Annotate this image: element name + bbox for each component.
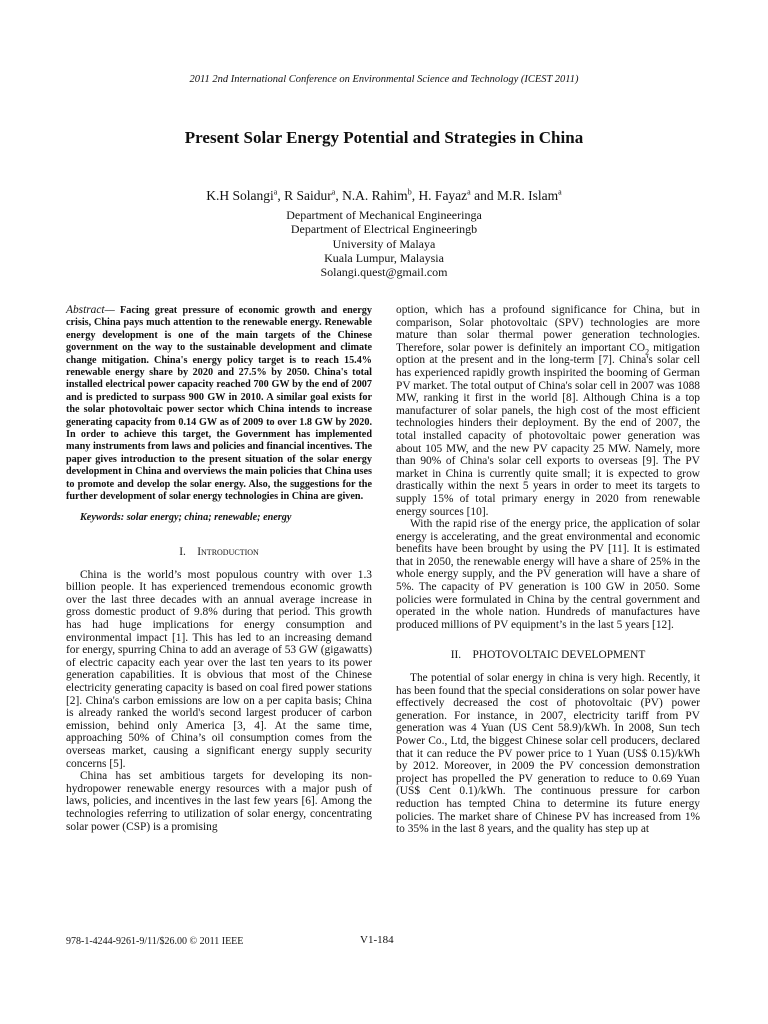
author-list: [0, 188, 768, 204]
conference-header: 2011 2nd International Conference on Environmental Science and Technology (ICEST 2011): [189, 74, 579, 85]
author: K.H Solangi$^a$,: [206, 187, 285, 203]
affiliation-line: Department of Electrical Engineeringb: [290, 222, 478, 237]
affiliations: [0, 208, 768, 279]
section-heading-photovoltaic: II. PHOTOVOLTAIC DEVELOPMENT: [450, 649, 646, 662]
author-email: Solangi.quest@gmail.com: [320, 265, 448, 280]
abstract-text: Facing great pressure of economic growth and energy crisis, China pays much attention to the renewable energy. Renewable energy development is one of the main targets of the Chinese government on the way to the sustainable development and climate change mitigation. China's energy policy target is to reach 15.4% renewable energy share by 2020 and 27.5% by 2050. China's total installed electrical power capacity reached 700 GW by the end of 2007 and is predicted to surpass 900 GW in 2010. A similar goal exists for the solar photovoltaic power sector which China intends to increase generating capacity from 0.14 GW as of 2009 to over 1.8 GW by 2020. In order to achieve this target, the Government has implemented many instruments from laws and policies and financial incentives. The paper gives introduction to the present situation of the solar energy development in China and overviews the main policies that China uses to promote and develop the solar energy. Also, the suggestions for the further development of solar energy technologies in China are given.: [66, 305, 372, 503]
affiliation-line: University of Malaya: [332, 236, 436, 251]
author: N.A. Rahim$^b$,: [342, 187, 419, 203]
affiliation-line: Department of Mechanical Engineeringa: [286, 208, 482, 222]
affiliation-line: Kuala Lumpur, Malaysia: [324, 250, 444, 265]
author: R Saidur$^a$,: [284, 187, 343, 203]
left-column: [66, 304, 372, 833]
page-number: V1-184: [360, 934, 394, 946]
author: M.R. Islam$^a$: [496, 187, 562, 203]
keywords: Keywords: solar energy; china; renewable; energy: [80, 511, 292, 523]
paragraph: With the rapid rise of the energy price, the application of solar energy is accelerating, and the great environmental and economic benefits have been brought by using the PV [11]. It is estimated that in 2050, the renewable energy will have a share of 25% in the whole energy supply, and the PV generation will have a share of 5%. The capacity of PV generation is 100 GW in 2050. Some policies were formulated in China by the central government and operated in the whole nation. Hundreds of manufactures have produced millions of PV equipment’s in the last 5 years [12].: [396, 518, 700, 631]
author: H. Fayaz$^a$ and: [418, 187, 497, 203]
right-column: [396, 304, 700, 836]
abstract: [66, 304, 372, 504]
abstract-label: Abstract—: [66, 304, 115, 316]
paper-title: Present Solar Energy Potential and Strategies in China: [184, 128, 584, 147]
footer-isbn: 978-1-4244-9261-9/11/$26.00 © 2011 IEEE: [66, 936, 244, 947]
section-heading-introduction: I. Introduction: [179, 546, 259, 559]
paragraph: The potential of solar energy in china is very high. Recently, it has been found that the special considerations on solar power have effectively decreased the cost of photovoltaic (PV) power generation. For instance, in 2007, electricity tariff from PV generation was 4 Yuan (US Cent 58.9)/kWh. In 2008, Sun tech Power Co., Ltd, the biggest Chinese solar cell producers, declared that it can reduce the PV power price to 1 Yuan (US$ 0.15)/kWh by 2012. Moreover, in 2009 the PV concession demonstration project has propelled the PV generation to reduce to 0.69 Yuan (US$ Cent 0.1)/kWh. The continuous pressure for carbon reduction has tempted China to determine its future energy policies. The market share of Chinese PV has increased from 1% to 35% in the last 8 years, and the quality has step up at: [396, 672, 700, 836]
paragraph: option, which has a profound significance for China, but in comparison, Solar photovoltaic (SPV) technologies are more mature than solar thermal power generation technologies. Therefore, solar power is definitely an important $CO_2$ mitigation option at the present and in the long-term [7]. China's solar cell has experienced rapidly growth inspirited the booming of German PV market. The total output of China's solar cell in 2007 was 1088 MW, ranking it first in the world [8]. Although China is a top manufacturer of solar panels, the high cost of the most efficient technologies hinders their deployment. By the end of 2007, the total installed capacity of photovoltaic power generation was about 105 MW, and the new PV capacity 25 MW. Namely, more than 90% of China's solar cell exports to overseas [9]. The PV market in China is currently quite small; it is expected to grow drastically within the next 5 years in order to meet its targets to supply 15% of total primary energy in 2020 from renewable energy sources [10].: [396, 304, 700, 518]
paragraph: China is the world’s most populous country with over 1.3 billion people. It has experienced tremendous economic growth over the last three decades with an annual average increase in gross domestic product of 9.8% during that period. This growth has had huge implications for energy consumption and environmental impact [1]. This has led to an increasing demand for energy, spurring China to add an average of 53 GW (gigawatts) of electric capacity each year over the last ten years to its power generation capabilities. It is obvious that most of the Chinese electricity generating capacity is based on coal fired power stations [2]. China's carbon emissions are low on a per capita basis; China is already ranked the world's second largest producer of carbon emission, behind only America [3, 4]. At the same time, approaching 50% of China’s oil consumption comes from the overseas market, causing a significant energy supply security concerns [5].: [66, 568, 372, 770]
paragraph: China has set ambitious targets for developing its non-hydropower renewable energy resources with a major push of laws, policies, and incentives in the last few years [6]. Among the technologies referring to utilization of solar energy, concentrating solar power (CSP) is a promising: [66, 770, 372, 833]
